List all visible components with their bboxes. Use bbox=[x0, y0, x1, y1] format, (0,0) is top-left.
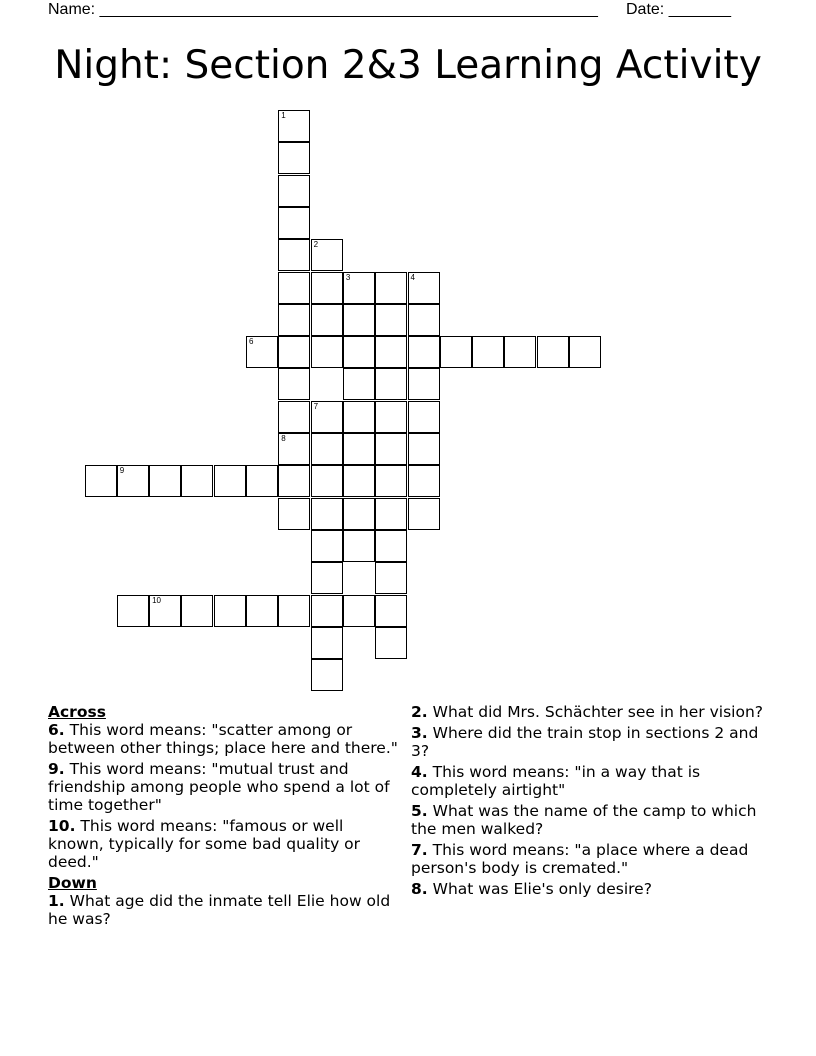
grid-cell[interactable] bbox=[375, 433, 407, 465]
grid-cell[interactable] bbox=[311, 401, 343, 433]
clue-across-6 bbox=[48, 721, 398, 757]
clue-number-label: 8 bbox=[281, 434, 286, 443]
clue-down-3 bbox=[411, 724, 771, 760]
clue-number-label: 3 bbox=[345, 272, 351, 282]
grid-cell[interactable] bbox=[408, 401, 440, 433]
grid-cell[interactable] bbox=[472, 336, 504, 368]
clue-number-label: 10 bbox=[152, 595, 161, 605]
across-heading: Across bbox=[48, 703, 106, 721]
grid-cell[interactable] bbox=[408, 336, 440, 368]
clue-number: 1. bbox=[48, 892, 65, 910]
grid-cell[interactable] bbox=[117, 595, 149, 627]
grid-cell[interactable] bbox=[246, 595, 278, 627]
grid-cell[interactable] bbox=[375, 627, 407, 659]
grid-cell[interactable] bbox=[278, 142, 310, 174]
grid-cell[interactable] bbox=[375, 304, 407, 336]
grid-cell[interactable] bbox=[311, 498, 343, 530]
grid-cell[interactable] bbox=[311, 595, 343, 627]
grid-cell[interactable] bbox=[375, 530, 407, 562]
grid-cell[interactable] bbox=[278, 207, 310, 239]
grid-cell[interactable] bbox=[537, 336, 569, 368]
grid-cell[interactable] bbox=[278, 368, 310, 400]
grid-cell[interactable] bbox=[149, 465, 181, 497]
grid-cell[interactable] bbox=[246, 465, 278, 497]
grid-cell[interactable] bbox=[311, 272, 343, 304]
clue-text: What did Mrs. Schächter see in her vision? bbox=[432, 703, 763, 721]
grid-cell[interactable] bbox=[278, 465, 310, 497]
clue-number-label: 2 bbox=[313, 240, 319, 250]
clue-text: What was Elie's only desire? bbox=[432, 880, 652, 898]
grid-cell[interactable] bbox=[311, 659, 343, 691]
grid-cell[interactable] bbox=[504, 336, 536, 368]
grid-cell[interactable] bbox=[375, 498, 407, 530]
grid-cell[interactable] bbox=[408, 368, 440, 400]
grid-cell[interactable] bbox=[278, 336, 310, 368]
clue-number: 6. bbox=[48, 721, 65, 739]
grid-cell[interactable] bbox=[181, 595, 213, 627]
clue-down-5 bbox=[411, 802, 771, 838]
grid-cell[interactable] bbox=[343, 304, 375, 336]
clue-text: This word means: "famous or well known, typically for some bad quality or deed." bbox=[48, 817, 361, 871]
grid-cell[interactable] bbox=[343, 401, 375, 433]
clue-text: Where did the train stop in sections 2 and 3? bbox=[411, 724, 759, 760]
grid-cell[interactable] bbox=[214, 465, 246, 497]
clue-number: 7. bbox=[411, 841, 428, 859]
grid-cell[interactable] bbox=[569, 336, 601, 368]
grid-cell[interactable] bbox=[375, 401, 407, 433]
grid-cell[interactable] bbox=[343, 465, 375, 497]
clue-across-9 bbox=[48, 760, 398, 814]
clues-right-column bbox=[411, 703, 771, 901]
clue-text: What was the name of the camp to which the men walked? bbox=[411, 802, 757, 838]
clue-number-label: 7 bbox=[313, 401, 319, 411]
grid-cell[interactable] bbox=[278, 595, 310, 627]
grid-cell[interactable] bbox=[408, 304, 440, 336]
grid-cell[interactable] bbox=[278, 304, 310, 336]
grid-cell[interactable] bbox=[311, 530, 343, 562]
grid-cell[interactable] bbox=[408, 465, 440, 497]
grid-cell[interactable] bbox=[311, 465, 343, 497]
clue-down-4 bbox=[411, 763, 771, 799]
grid-cell[interactable] bbox=[343, 433, 375, 465]
clue-number-label: 1 bbox=[281, 111, 286, 120]
grid-cell[interactable] bbox=[311, 304, 343, 336]
grid-cell[interactable] bbox=[278, 239, 310, 271]
name-field-label: Name: ________________________________________________________ bbox=[48, 1, 598, 18]
grid-cell[interactable] bbox=[85, 465, 117, 497]
clue-number: 8. bbox=[411, 880, 428, 898]
clue-number: 3. bbox=[411, 724, 428, 742]
grid-cell[interactable] bbox=[343, 498, 375, 530]
clue-text: What age did the inmate tell Elie how old he was? bbox=[48, 892, 391, 928]
clue-number: 5. bbox=[411, 802, 428, 820]
clue-number-label: 9 bbox=[119, 466, 125, 476]
grid-cell[interactable] bbox=[343, 272, 375, 304]
clue-text: This word means: "a place where a dead person's body is cremated." bbox=[411, 841, 749, 877]
grid-cell[interactable] bbox=[343, 530, 375, 562]
down-heading: Down bbox=[48, 874, 97, 892]
grid-cell[interactable] bbox=[408, 433, 440, 465]
clue-text: This word means: "scatter among or between other things; place here and there." bbox=[48, 721, 398, 757]
grid-cell[interactable] bbox=[408, 272, 440, 304]
grid-cell[interactable] bbox=[278, 498, 310, 530]
grid-cell[interactable] bbox=[278, 272, 310, 304]
grid-cell[interactable] bbox=[214, 595, 246, 627]
clue-down-8 bbox=[411, 880, 771, 898]
grid-cell[interactable] bbox=[311, 562, 343, 594]
clue-text: This word means: "mutual trust and friendship among people who spend a lot of time together" bbox=[48, 760, 390, 814]
grid-cell[interactable] bbox=[278, 175, 310, 207]
clue-across-10 bbox=[48, 817, 398, 871]
clue-down-7 bbox=[411, 841, 771, 877]
clue-number: 9. bbox=[48, 760, 65, 778]
grid-cell[interactable] bbox=[375, 562, 407, 594]
grid-cell[interactable] bbox=[311, 239, 343, 271]
grid-cell[interactable] bbox=[375, 368, 407, 400]
page-title: Night: Section 2&3 Learning Activity bbox=[54, 43, 762, 88]
grid-cell[interactable] bbox=[278, 433, 310, 465]
grid-cell[interactable] bbox=[375, 272, 407, 304]
clue-down-1 bbox=[48, 892, 398, 928]
grid-cell[interactable] bbox=[246, 336, 278, 368]
clue-number: 4. bbox=[411, 763, 428, 781]
grid-cell[interactable] bbox=[311, 627, 343, 659]
clue-number: 10. bbox=[48, 817, 76, 835]
grid-cell[interactable] bbox=[343, 595, 375, 627]
grid-cell[interactable] bbox=[440, 336, 472, 368]
clue-number-label: 6 bbox=[249, 337, 254, 347]
grid-cell[interactable] bbox=[311, 433, 343, 465]
clue-text: This word means: "in a way that is completely airtight" bbox=[411, 763, 701, 799]
date-field-label: Date: _______ bbox=[626, 1, 731, 18]
clues-left-column bbox=[48, 703, 398, 931]
grid-cell[interactable] bbox=[375, 595, 407, 627]
grid-cell[interactable] bbox=[375, 336, 407, 368]
grid-cell[interactable] bbox=[278, 110, 310, 142]
grid-cell[interactable] bbox=[343, 336, 375, 368]
grid-cell[interactable] bbox=[408, 498, 440, 530]
clue-down-2 bbox=[411, 703, 771, 721]
grid-cell[interactable] bbox=[149, 595, 181, 627]
grid-cell[interactable] bbox=[375, 465, 407, 497]
grid-cell[interactable] bbox=[278, 401, 310, 433]
grid-cell[interactable] bbox=[311, 336, 343, 368]
grid-cell[interactable] bbox=[181, 465, 213, 497]
clue-number: 2. bbox=[411, 703, 428, 721]
grid-cell[interactable] bbox=[343, 368, 375, 400]
grid-cell[interactable] bbox=[117, 465, 149, 497]
clue-number-label: 4 bbox=[410, 272, 415, 282]
